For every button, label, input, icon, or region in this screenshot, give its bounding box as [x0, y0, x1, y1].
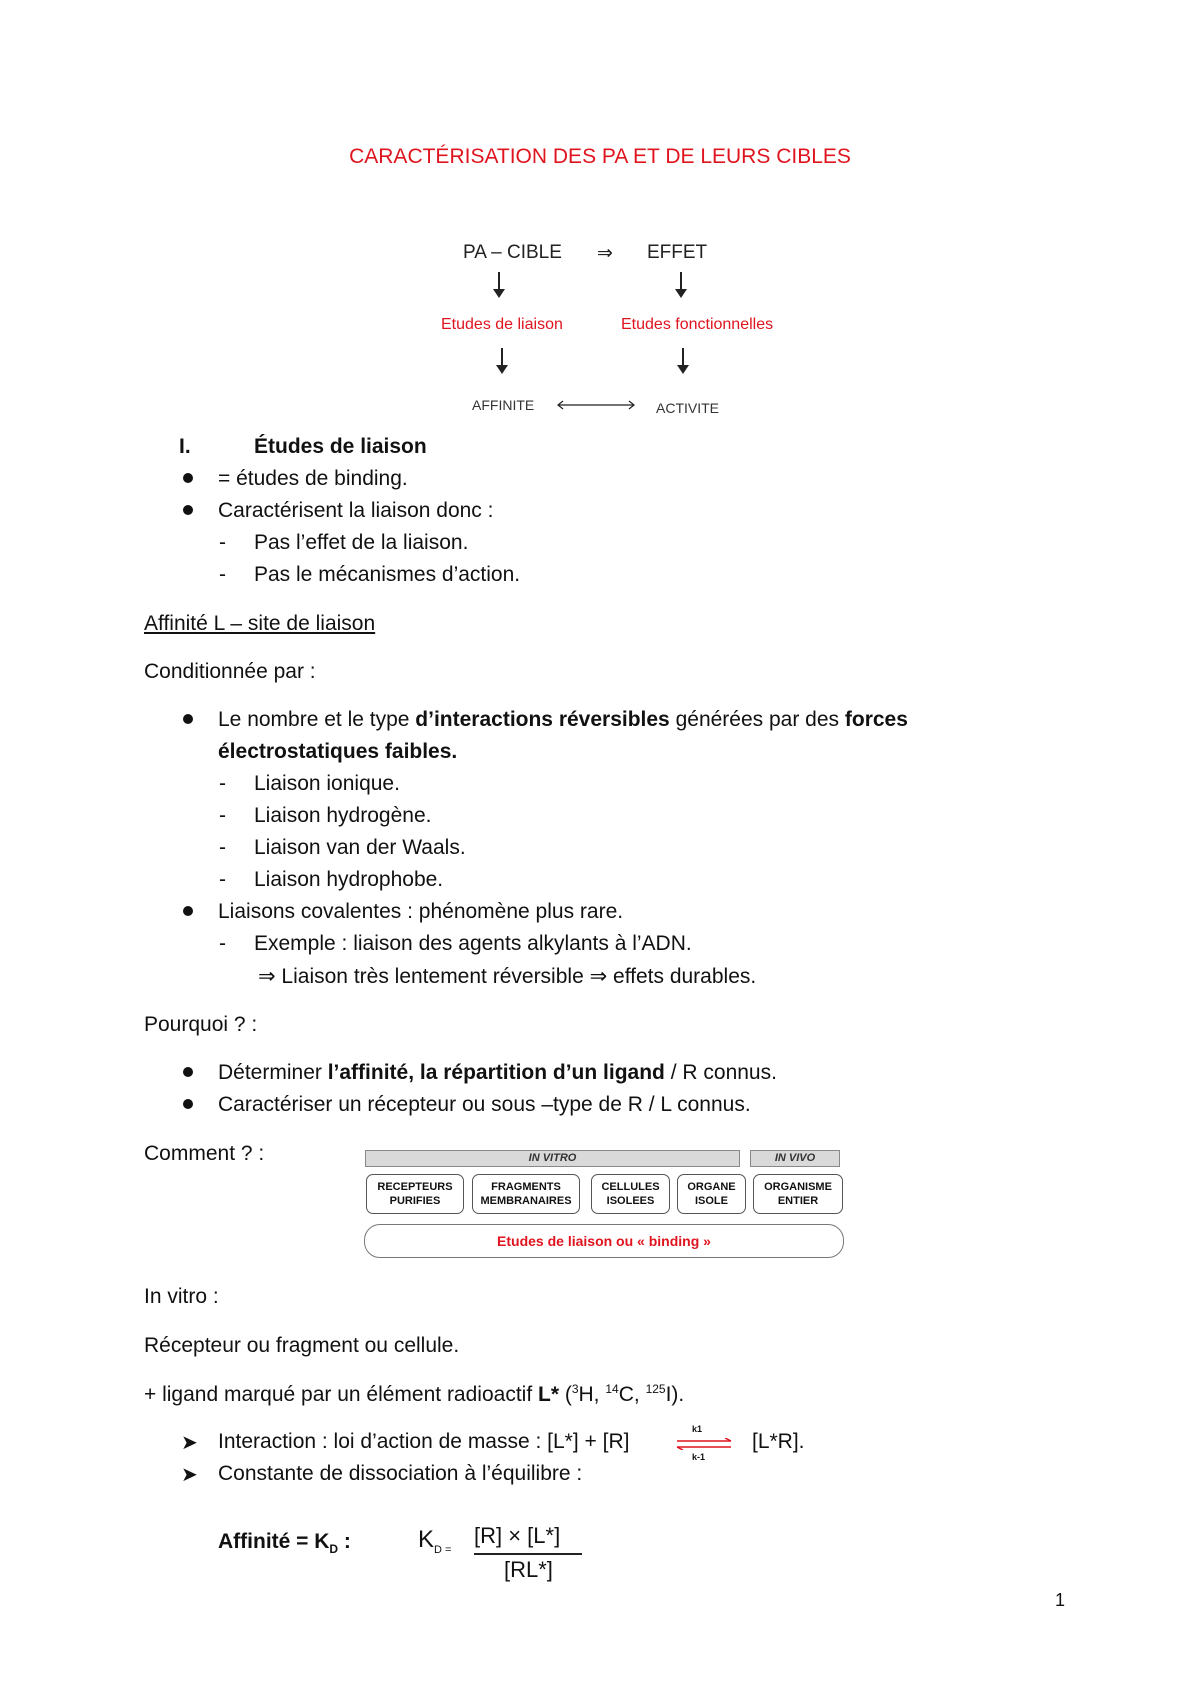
section-heading: Études de liaison: [254, 435, 427, 458]
list-item: Interaction : loi d’action de masse : [L*] + [R]: [218, 1430, 630, 1453]
paragraph: + ligand marqué par un élément radioactif L* ($^3$H, $^{14}$C, $^{125}$I).: [144, 1382, 685, 1406]
diagram-pa-cible: PA – CIBLE: [463, 242, 562, 263]
product-label: [L*R].: [752, 1430, 805, 1453]
arrow-bullet-icon: ➤: [181, 1432, 198, 1454]
box-fragments: FRAGMENTS MEMBRANAIRES: [472, 1174, 580, 1214]
paragraph: Pourquoi ? :: [144, 1013, 258, 1036]
formula-denominator: [RL*]: [504, 1557, 553, 1582]
in-vitro-band: IN VITRO: [365, 1150, 740, 1167]
box-organisme: ORGANISME ENTIER: [753, 1174, 843, 1214]
diagram-effet: EFFET: [647, 242, 708, 263]
paragraph: Comment ? :: [144, 1142, 265, 1165]
dash-icon: -: [219, 772, 226, 795]
list-item: Liaison van der Waals.: [254, 836, 466, 859]
list-item: Exemple : liaison des agents alkylants à l’ADN.: [254, 932, 692, 955]
dash-icon: -: [219, 868, 226, 891]
rate-k-1: k-1: [692, 1452, 706, 1462]
page-title: CARACTÉRISATION DES PA ET DE LEURS CIBLES: [349, 145, 851, 168]
dash-icon: -: [219, 804, 226, 827]
bullet-icon: [183, 714, 193, 724]
list-item: Pas le mécanismes d’action.: [254, 563, 521, 586]
bullet-icon: [183, 1067, 193, 1077]
down-arrow-icon: [501, 348, 503, 372]
list-item: Pas l’effet de la liaison.: [254, 531, 469, 554]
binding-banner: Etudes de liaison ou « binding »: [364, 1224, 844, 1258]
diagram-affinite: AFFINITE: [472, 397, 535, 413]
rate-k1: k1: [692, 1424, 703, 1434]
list-item: Caractérisent la liaison donc :: [218, 499, 494, 522]
list-item: Liaison ionique.: [254, 772, 400, 795]
down-arrow-icon: [498, 272, 500, 296]
list-item: Déterminer l’affinité, la répartition d’un ligand / R connus.: [218, 1061, 777, 1084]
list-item: Liaisons covalentes : phénomène plus rare.: [218, 900, 624, 923]
list-item: = études de binding.: [218, 467, 408, 490]
list-item: ⇒ Liaison très lentement réversible ⇒ effets durables.: [258, 965, 757, 988]
dash-icon: -: [219, 563, 226, 586]
list-item: Le nombre et le type d’interactions réversibles générées par des forces: [218, 708, 908, 731]
double-arrow-icon: [555, 398, 637, 412]
formula-kd: $K_{D =}$: [418, 1526, 452, 1556]
list-item: Liaison hydrophobe.: [254, 868, 444, 891]
diagram-activite: ACTIVITE: [656, 400, 720, 416]
fraction-bar: [474, 1553, 582, 1555]
box-recepteurs: RECEPTEURS PURIFIES: [366, 1174, 464, 1214]
list-item: Caractériser un récepteur ou sous –type de R / L connus.: [218, 1093, 751, 1116]
formula-numerator: [R] × [L*]: [474, 1523, 561, 1548]
dash-icon: -: [219, 932, 226, 955]
dash-icon: -: [219, 836, 226, 859]
box-organe: ORGANE ISOLE: [677, 1174, 746, 1214]
affinite-kd-label: Affinité = $K_D$ :: [218, 1530, 351, 1557]
bullet-icon: [183, 505, 193, 515]
paragraph: Récepteur ou fragment ou cellule.: [144, 1334, 460, 1357]
subheading-affinite: Affinité L – site de liaison: [144, 612, 376, 635]
diagram-etudes-liaison: Etudes de liaison: [441, 316, 563, 333]
in-vivo-band: IN VIVO: [750, 1150, 840, 1167]
equilibrium-arrow-icon: [675, 1438, 733, 1450]
down-arrow-icon: [682, 348, 684, 372]
page-number: 1: [1055, 1590, 1066, 1610]
down-arrow-icon: [680, 272, 682, 296]
list-item: Constante de dissociation à l’équilibre :: [218, 1462, 583, 1485]
paragraph: Conditionnée par :: [144, 660, 316, 683]
bullet-icon: [183, 906, 193, 916]
diagram-etudes-fonctionnelles: Etudes fonctionnelles: [621, 316, 774, 333]
section-number: I.: [179, 435, 191, 458]
diagram-implies: ⇒: [597, 243, 613, 264]
box-cellules: CELLULES ISOLEES: [591, 1174, 670, 1214]
bullet-icon: [183, 1099, 193, 1109]
paragraph: In vitro :: [144, 1285, 219, 1308]
dash-icon: -: [219, 531, 226, 554]
arrow-bullet-icon: ➤: [181, 1464, 198, 1486]
list-item-continued: électrostatiques faibles.: [218, 740, 458, 763]
bullet-icon: [183, 473, 193, 483]
list-item: Liaison hydrogène.: [254, 804, 432, 827]
